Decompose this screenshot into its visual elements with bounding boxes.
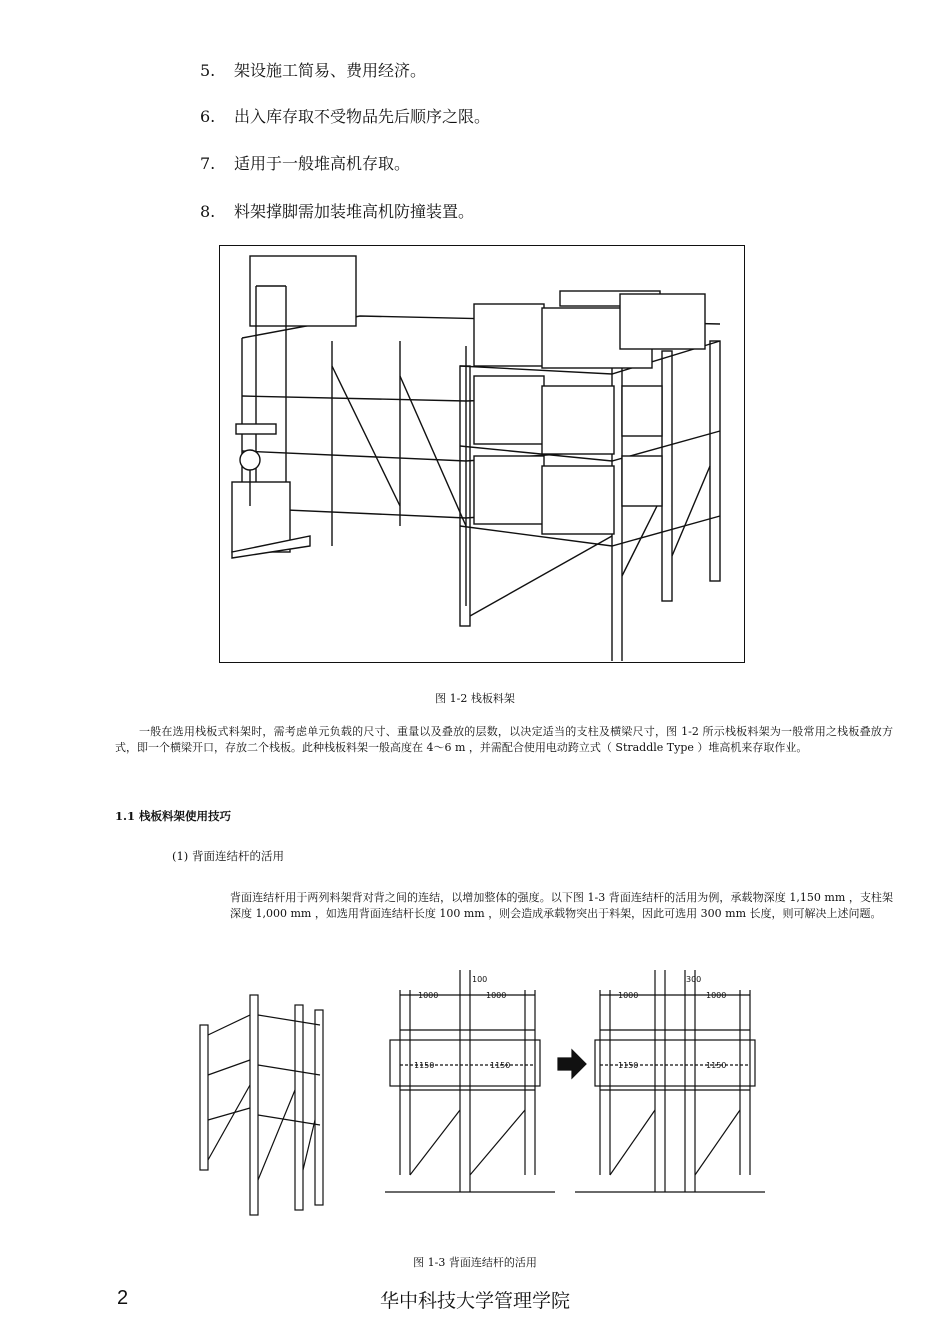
list-number: 6. bbox=[200, 107, 216, 126]
dim-label: 1150 bbox=[490, 1061, 511, 1070]
subheading: (1) 背面连结杆的活用 bbox=[172, 849, 284, 863]
list-item bbox=[200, 201, 474, 223]
figure-caption: 图 1-3 背面连结杆的活用 bbox=[413, 1256, 537, 1269]
dim-label: 1000 bbox=[706, 991, 727, 1000]
list-number: 7. bbox=[200, 154, 216, 173]
body-paragraph: 一般在选用栈板式料架时，需考虑单元负载的尺寸、重量以及叠放的层数，以决定适当的支柱及横梁尺寸，图 1-2 所示栈板料架为一般常用之栈板叠放方式，即一个横梁开口，存放二个栈板。此种栈板料架一般高度在 4～6 m ，并需配合使用电动跨立式（ Straddle Type ）堆高机来存取作业。 bbox=[115, 725, 893, 754]
left-elevation-drawing bbox=[385, 970, 555, 1192]
list-item bbox=[200, 106, 490, 128]
page-number: 2 bbox=[117, 1287, 129, 1309]
list-item bbox=[200, 153, 410, 175]
right-elevation-drawing bbox=[575, 970, 765, 1192]
list-text: 出入库存取不受物品先后顺序之限。 bbox=[234, 107, 491, 126]
list-number: 8. bbox=[200, 202, 216, 221]
list-item bbox=[200, 60, 426, 82]
dim-label: 100 bbox=[472, 975, 488, 984]
list-text: 适用于一般堆高机存取。 bbox=[234, 154, 411, 173]
dim-label: 1000 bbox=[618, 991, 639, 1000]
dim-label: 1000 bbox=[486, 991, 507, 1000]
dim-label: 1150 bbox=[414, 1061, 435, 1070]
list-text: 料架撑脚需加装堆高机防撞装置。 bbox=[234, 202, 475, 221]
dim-label: 300 bbox=[686, 975, 702, 984]
pallet-rack-figure bbox=[219, 245, 745, 663]
back-tie-bar-figure bbox=[190, 970, 770, 1225]
figure-caption: 图 1-2 栈板料架 bbox=[435, 692, 515, 705]
footer-institution: 华中科技大学管理学院 bbox=[379, 1290, 570, 1312]
rack-perspective-drawing bbox=[200, 995, 323, 1215]
dim-label: 1150 bbox=[706, 1061, 727, 1070]
list-text: 架设施工简易、费用经济。 bbox=[234, 61, 427, 80]
dim-label: 1000 bbox=[418, 991, 439, 1000]
pallet-rack-illustration bbox=[220, 246, 743, 661]
list-number: 5. bbox=[200, 61, 216, 80]
section-heading: 1.1 栈板料架使用技巧 bbox=[115, 809, 232, 823]
dim-label: 1150 bbox=[618, 1061, 639, 1070]
body-paragraph: 背面连结杆用于两列料架背对背之间的连结，以增加整体的强度。以下图 1-3 背面连结杆的活用为例，承载物深度 1,150 mm ，支柱架深度 1,000 mm ，如选用背面连结杆长度 100 mm ，则会造成承载物突出于料架，因此可选用 300 mm 长度，则可解决上述问题。 bbox=[230, 891, 893, 920]
